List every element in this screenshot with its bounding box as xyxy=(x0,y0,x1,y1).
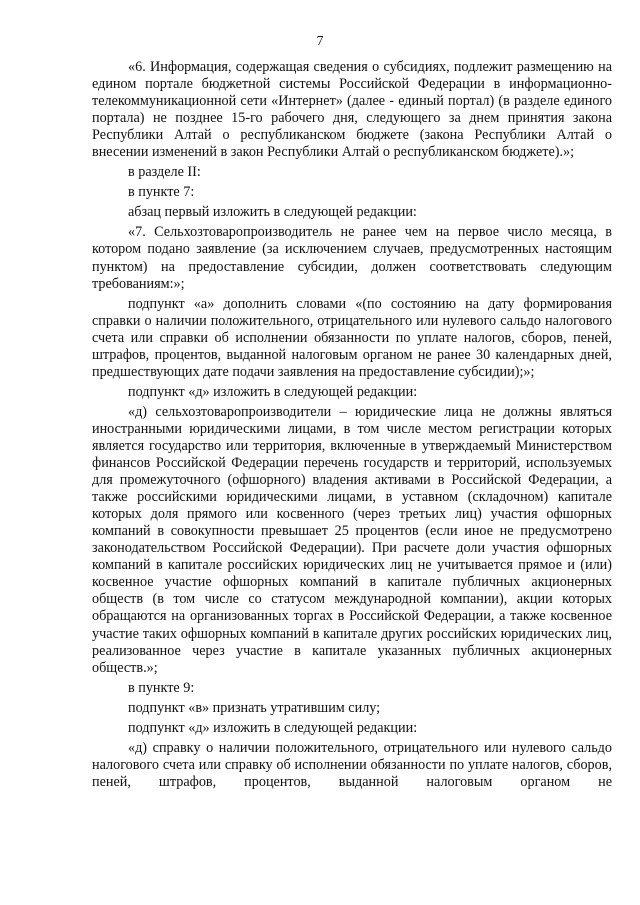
paragraph-section-ii: в разделе II: xyxy=(128,164,201,181)
paragraph-subpoint-d-text: «д) сельхозтоваропроизводители – юридические лица не должны являться иностранными юридическими лицами, в том числе местом регистрации которых является государство или территория, включенные в утверждаемый Министерством финансов Российской Федерации перечень государств и территорий, используемых для промежуточного (офшорного) владения активами в Российской Федерации, а также российскими юридическими лицами, в уставном (складочном) капитале которых доля прямого или косвенного (через третьих лиц) участия офшорных компаний в совокупности превышает 25 процентов (если иное не предусмотрено законодательством Российской Федерации). При расчете доли участия офшорных компаний в капитале российских юридических лиц не учитывается прямое и (или) косвенное участие офшорных компаний в капитале публичных акционерных обществ (в том числе со статусом международной компании), акции которых обращаются на организованных торгах в Российской Федерации, а также косвенное участие таких офшорных компаний в капитале других российских юридических лиц, реализованное через участие в капитале указанных публичных акционерных обществ.»; xyxy=(92,403,612,676)
paragraph-subpoint-v: подпункт «в» признать утратившим силу; xyxy=(128,699,381,716)
paragraph-first-abzac: абзац первый изложить в следующей редакции: xyxy=(128,204,417,221)
paragraph-point-7-text: «7. Сельхозтоваропроизводитель не ранее чем на первое число месяца, в котором подано заявление (за исключением случаев, предусмотренных настоящим пунктом) на предоставление субсидии, должен соответствовать следующим требованиям:»; xyxy=(92,224,612,292)
paragraph-point-9: в пункте 9: xyxy=(128,679,195,696)
paragraph-subpoint-a: подпункт «а» дополнить словами «(по состоянию на дату формирования справки о наличии положительного, отрицательного или нулевого сальдо налогового счета или справки об исполнении обязанности по уплате налогов, сборов, пеней, штрафов, процентов, выданной налоговым органом не ранее 30 календарных дней, предшествующих дате подачи заявления на предоставление субсидии);»; xyxy=(92,295,612,380)
paragraph-point-7: в пункте 7: xyxy=(128,184,195,201)
paragraph-subpoint-d-intro: подпункт «д» изложить в следующей редакции: xyxy=(128,383,418,400)
document-body xyxy=(92,59,612,791)
page-number: 7 xyxy=(316,33,324,48)
paragraph-subpoint-d-text-2: «д) справку о наличии положительного, отрицательного или нулевого сальдо налогового счета или справку об исполнении обязанности по уплате налогов, сборов, пеней, штрафов, процентов, выданной налоговым органом не xyxy=(92,739,612,790)
paragraph-subpoint-d-intro-2: подпункт «д» изложить в следующей редакции: xyxy=(128,719,418,736)
paragraph-section-6-info: «6. Информация, содержащая сведения о субсидиях, подлежит размещению на едином портале бюджетной системы Российской Федерации в информационно-телекоммуникационной сети «Интернет» (далее - единый портал) (в разделе единого портала) не позднее 15-го рабочего дня, следующего за днем принятия закона Республики Алтай о республиканском бюджете (закона Республики Алтай о внесении изменений в закон Республики Алтай о республиканском бюджете).»; xyxy=(92,59,612,161)
